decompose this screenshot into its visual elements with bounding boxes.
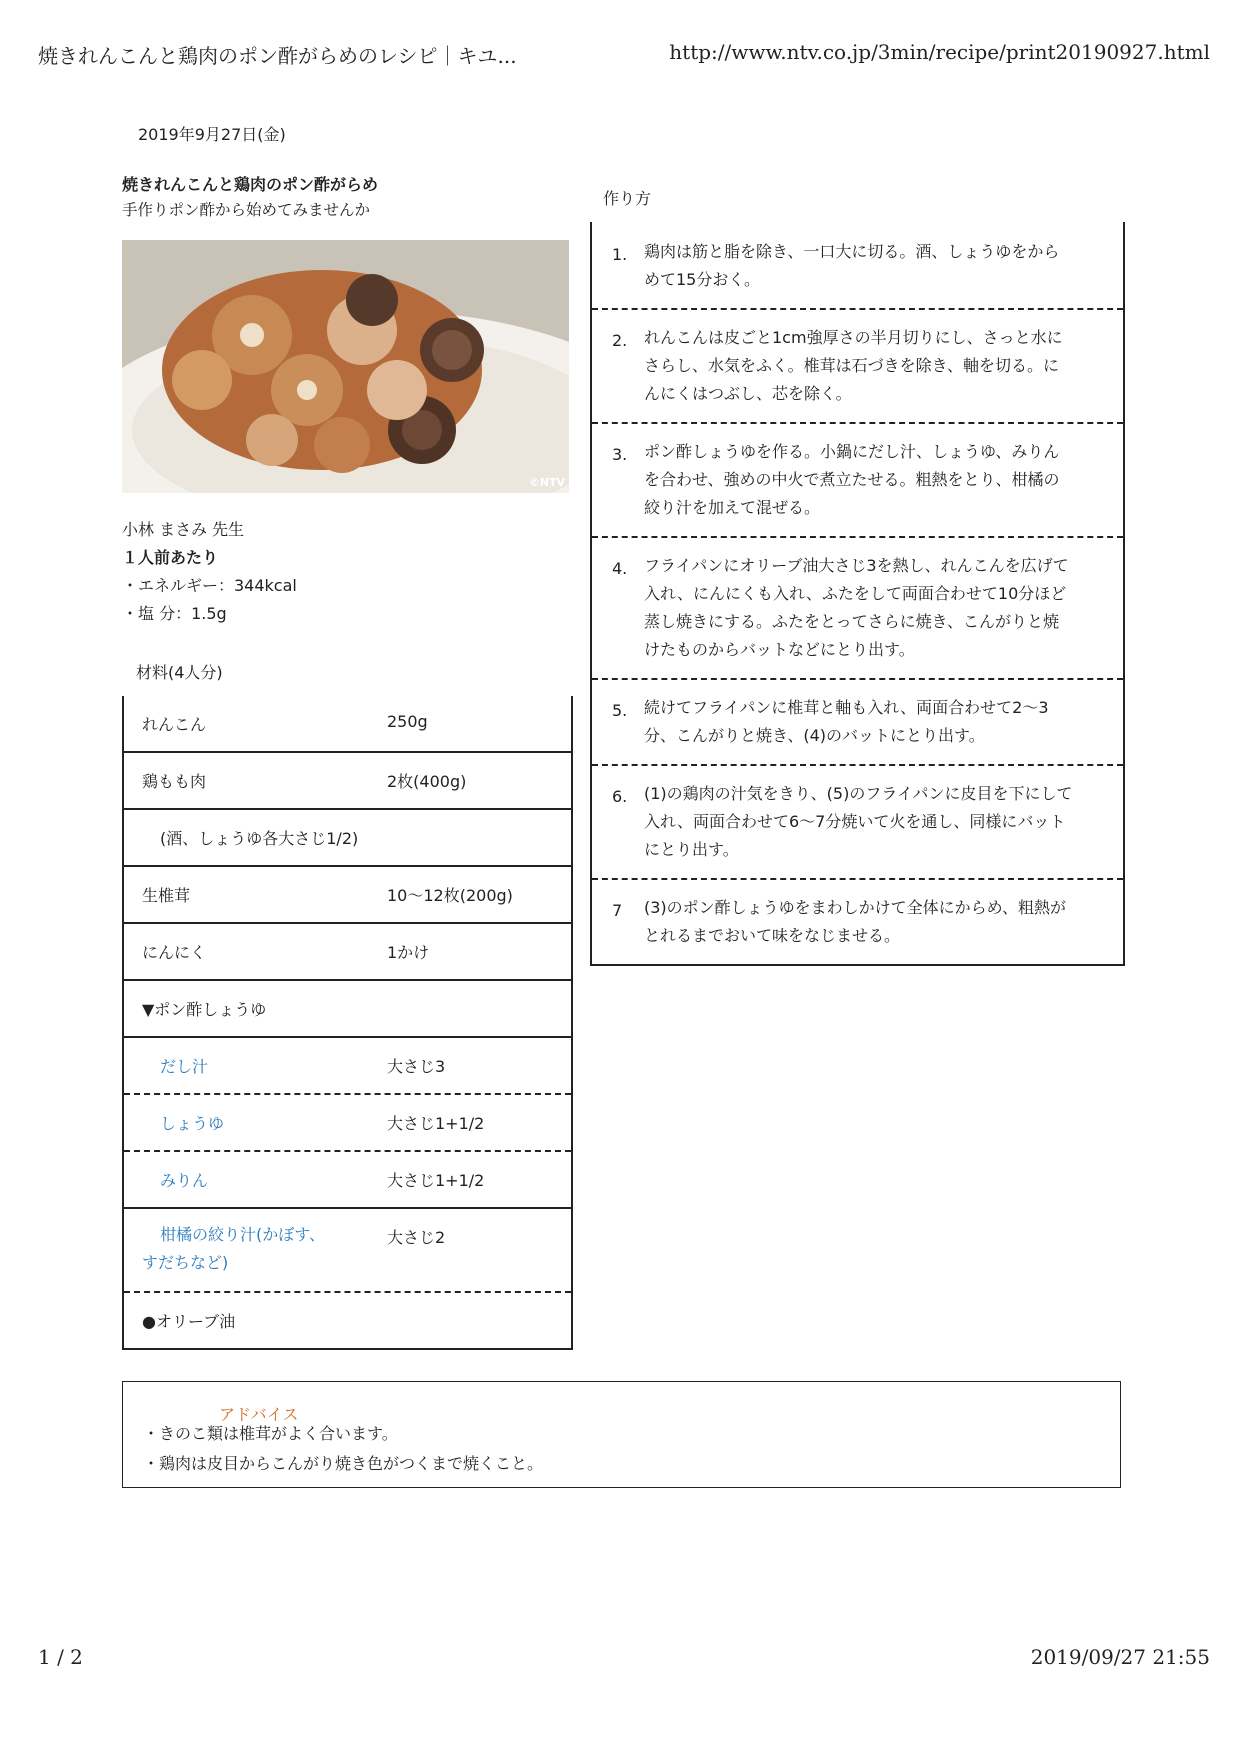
energy-value: ・エネルギー：344kcal: [122, 576, 297, 595]
ingredient-name: [142, 1221, 325, 1277]
recipe-photo: [122, 240, 569, 493]
ingredient-amount: 大さじ2: [387, 1228, 446, 1247]
ingredient-amount: 250g: [387, 712, 428, 731]
step-line: めて15分おく。: [644, 270, 761, 289]
ingredient-amount: 大さじ1+1/2: [387, 1114, 485, 1133]
step-line: 入れ、両面合わせて6〜7分焼いて火を通し、同様にバット: [644, 812, 1066, 831]
step-item: [592, 536, 1123, 678]
ingredient-row: [124, 1207, 571, 1291]
step-line: (1)の鶏肉の汁気をきり、(5)のフライパンに皮目を下にして: [644, 784, 1073, 803]
salt-value: ・塩 分：1.5g: [122, 604, 227, 623]
ingredient-name: みりん: [160, 1171, 209, 1190]
method-steps: [590, 222, 1125, 966]
ingredient-group-header: [124, 979, 571, 1036]
ingredient-row: [124, 751, 571, 808]
ingredient-name: しょうゆ: [160, 1114, 225, 1133]
ingredient-amount: 10〜12枚(200g): [387, 886, 513, 905]
ingredient-name: れんこん: [142, 715, 207, 734]
step-line: けたものからバットなどにとり出す。: [644, 640, 915, 659]
step-line: とれるまでおいて味をなじませる。: [644, 926, 901, 945]
ingredients-table: [122, 696, 573, 1350]
ingredient-name: 生椎茸: [142, 886, 191, 905]
ingredient-row: [124, 696, 571, 751]
recipe-subtitle: 手作りポン酢から始めてみませんか: [122, 201, 371, 219]
step-number: 7: [612, 901, 623, 920]
recipe-title: 焼きれんこんと鶏肉のポン酢がらめ: [122, 175, 379, 194]
page-number: 1 / 2: [38, 1645, 83, 1669]
ingredient-name: だし汁: [160, 1057, 209, 1076]
ingredient-name: ▼ポン酢しょうゆ: [142, 1000, 267, 1019]
ingredient-row: [124, 1291, 571, 1348]
step-number: 6.: [612, 787, 628, 806]
step-line: んにくはつぶし、芯を除く。: [644, 384, 852, 403]
ingredient-row: [124, 1093, 571, 1150]
per-serving-label: １人前あたり: [122, 548, 219, 567]
page-url: http://www.ntv.co.jp/3min/recipe/print20190927.html: [669, 40, 1210, 64]
recipe-date: 2019年9月27日(金): [138, 125, 286, 144]
advice-box: [122, 1381, 1121, 1488]
step-line: 続けてフライパンに椎茸と軸も入れ、両面合わせて2〜3: [644, 698, 1049, 717]
ingredient-name-line: すだちなど): [142, 1253, 229, 1272]
ingredient-row: [124, 865, 571, 922]
step-line: 絞り汁を加えて混ぜる。: [644, 498, 821, 517]
ingredient-row: [124, 922, 571, 979]
page-title: 焼きれんこんと鶏肉のポン酢がらめのレシピ｜キユ...: [38, 44, 517, 68]
step-line: 分、こんがりと焼き、(4)のバットにとり出す。: [644, 726, 985, 745]
advice-label: アドバイス: [219, 1405, 299, 1424]
ingredient-name: (酒、しょうゆ各大さじ1/2): [160, 829, 359, 848]
step-line: さらし、水気をふく。椎茸は石づきを除き、軸を切る。に: [644, 356, 1060, 375]
step-item: [592, 422, 1123, 536]
step-item: [592, 222, 1123, 308]
step-item: [592, 308, 1123, 422]
step-number: 4.: [612, 559, 628, 578]
ingredient-name: にんにく: [142, 943, 207, 962]
ingredient-name: ●オリーブ油: [142, 1312, 236, 1331]
ingredient-row: [124, 1036, 571, 1093]
ingredients-heading: 材料(4人分): [136, 663, 223, 682]
ingredient-row: [124, 1150, 571, 1207]
step-line: 鶏肉は筋と脂を除き、一口大に切る。酒、しょうゆをから: [644, 242, 1060, 261]
advice-line: ・きのこ類は椎茸がよく合います。: [143, 1424, 398, 1443]
step-number: 2.: [612, 331, 628, 350]
step-line: (3)のポン酢しょうゆをまわしかけて全体にからめ、粗熱が: [644, 898, 1067, 917]
advice-lines: [143, 1419, 543, 1479]
step-line: フライパンにオリーブ油大さじ3を熱し、れんこんを広げて: [644, 556, 1069, 575]
step-item: [592, 678, 1123, 764]
ingredient-row: [124, 808, 571, 865]
ingredient-amount: 大さじ1+1/2: [387, 1171, 485, 1190]
photo-credit: ©NTV: [528, 476, 565, 489]
step-item: [592, 878, 1123, 964]
step-line: ポン酢しょうゆを作る。小鍋にだし汁、しょうゆ、みりん: [644, 442, 1060, 461]
print-timestamp: 2019/09/27 21:55: [1030, 1645, 1210, 1669]
ingredient-name: 鶏もも肉: [142, 772, 207, 791]
advice-line: ・鶏肉は皮目からこんがり焼き色がつくまで焼くこと。: [143, 1454, 544, 1473]
method-heading: 作り方: [603, 189, 652, 208]
step-line: れんこんは皮ごと1cm強厚さの半月切りにし、さっと水に: [644, 328, 1063, 347]
step-line: にとり出す。: [644, 840, 739, 859]
step-number: 3.: [612, 445, 628, 464]
ingredient-amount: 1かけ: [387, 943, 430, 962]
step-item: [592, 764, 1123, 878]
step-line: を合わせ、強めの中火で煮立たせる。粗熱をとり、柑橘の: [644, 470, 1060, 489]
ingredient-name-line: 柑橘の絞り汁(かぼす、: [160, 1225, 325, 1244]
step-number: 1.: [612, 245, 628, 264]
chef-name: 小林 まさみ 先生: [122, 520, 245, 539]
nutrition-info: [122, 516, 297, 628]
step-line: 入れ、にんにくも入れ、ふたをして両面合わせて10分ほど: [644, 584, 1067, 603]
ingredient-amount: 大さじ3: [387, 1057, 446, 1076]
step-line: 蒸し焼きにする。ふたをとってさらに焼き、こんがりと焼: [644, 612, 1060, 631]
step-number: 5.: [612, 701, 628, 720]
ingredient-amount: 2枚(400g): [387, 772, 467, 791]
